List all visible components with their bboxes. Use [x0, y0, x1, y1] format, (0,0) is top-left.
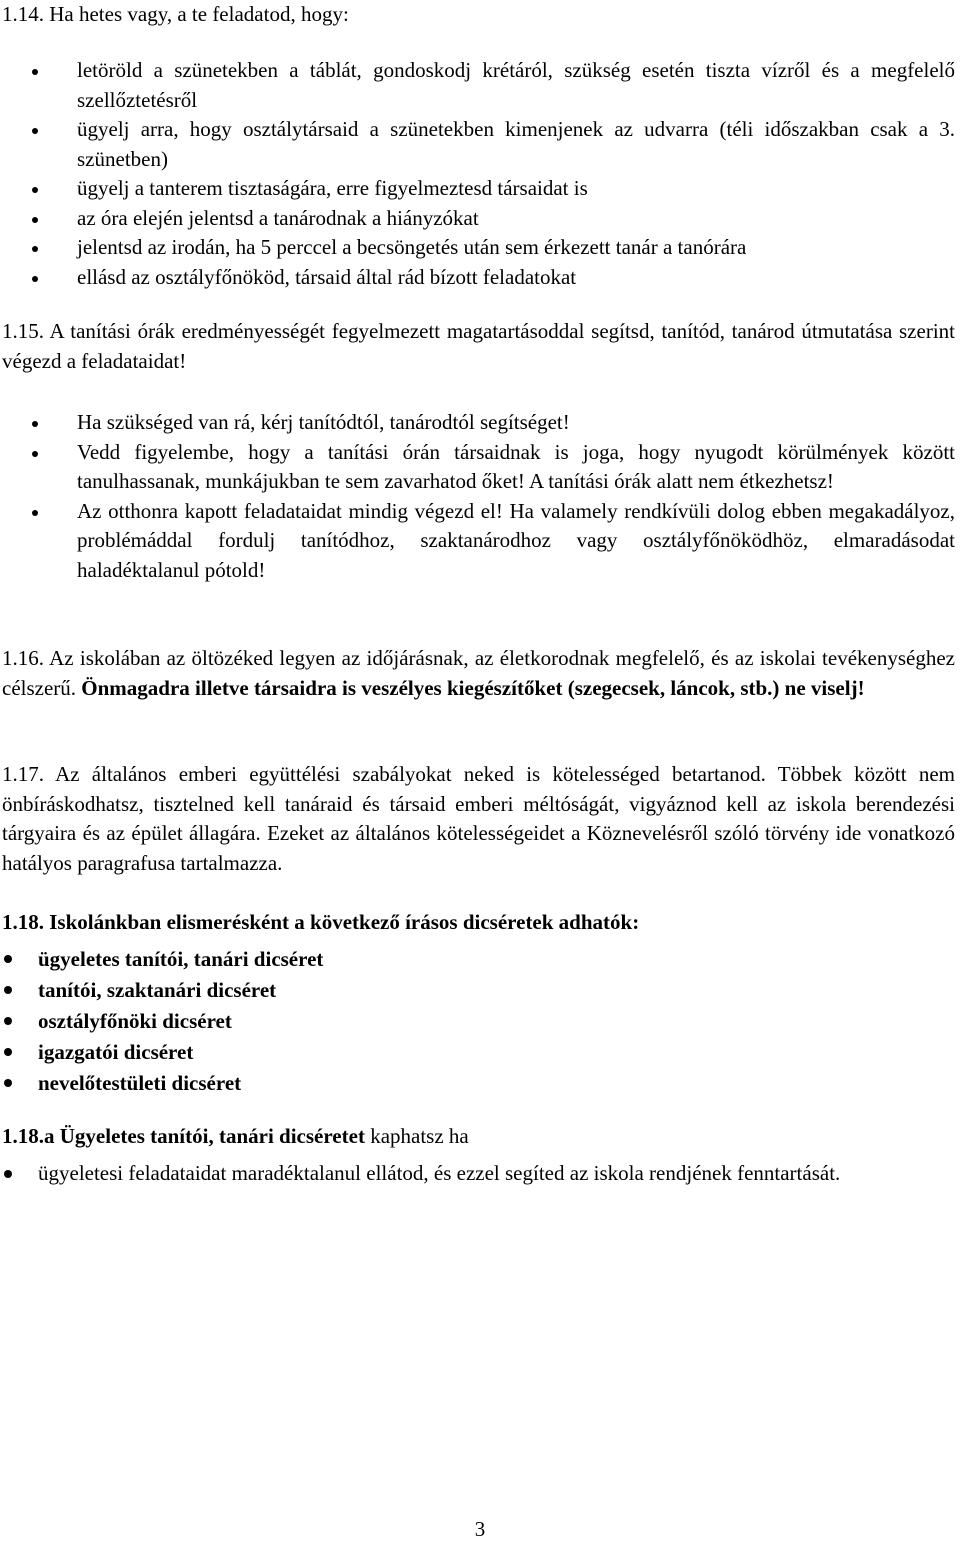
- section-1-18-heading: 1.18. Iskolánkban elismerésként a következő írásos dicséretek adhatók:: [2, 910, 640, 934]
- list-item: letöröld a szünetekben a táblát, gondoskodj krétáról, szükség esetén tiszta vízről és a megfelelő szellőztetésről: [77, 56, 955, 115]
- list-item: ügyeletesi feladataidat maradéktalanul ellátod, és ezzel segíted az iskola rendjének fenntartását.: [38, 1159, 955, 1189]
- bullet-icon: [4, 1048, 12, 1056]
- bullet-icon: [32, 69, 38, 75]
- list-item: ügyeletes tanítói, tanári dicséret: [38, 944, 955, 975]
- section-1-16-bold-text: Önmagadra illetve társaidra is veszélyes kiegészítőket (szegecsek, láncok, stb.) ne viselj!: [81, 675, 865, 700]
- bullet-icon: [4, 1079, 12, 1087]
- list-item: az óra elején jelentsd a tanárodnak a hiányzókat: [77, 204, 955, 234]
- bullet-icon: [32, 510, 38, 516]
- section-1-18a-list: [38, 1159, 955, 1189]
- section-1-14-heading: 1.14. Ha hetes vagy, a te feladatod, hogy:: [2, 2, 349, 26]
- section-1-16-text: 1.16. Az iskolában az öltözéked legyen az időjárásnak, az életkorodnak megfelelő, és az iskolai tevékenységhez célszerű.: [2, 646, 955, 700]
- bullet-icon: [32, 421, 38, 427]
- list-item: igazgatói dicséret: [38, 1037, 955, 1068]
- bullet-icon: [4, 1170, 12, 1178]
- bullet-icon: [32, 276, 38, 282]
- section-1-14-list: [77, 56, 955, 292]
- bullet-icon: [32, 128, 38, 134]
- list-item: tanítói, szaktanári dicséret: [38, 975, 955, 1006]
- list-item: ügyelj a tanterem tisztaságára, erre figyelmeztesd társaidat is: [77, 174, 955, 204]
- bullet-icon: [4, 955, 12, 963]
- list-item: osztályfőnöki dicséret: [38, 1006, 955, 1037]
- list-item: nevelőtestületi dicséret: [38, 1068, 955, 1099]
- section-1-18a-heading: [2, 1122, 469, 1152]
- section-1-15-list: [77, 408, 955, 585]
- list-item: ügyelj arra, hogy osztálytársaid a szünetekben kimenjenek az udvarra (téli időszakban csak a 3. szünetben): [77, 115, 955, 174]
- section-1-18-list: [38, 944, 955, 1099]
- list-item: Ha szükséged van rá, kérj tanítódtól, tanárodtól segítséget!: [77, 408, 955, 438]
- bullet-icon: [32, 246, 38, 252]
- bullet-icon: [32, 217, 38, 223]
- list-item: ellásd az osztályfőnököd, társaid által rád bízott feladatokat: [77, 263, 955, 293]
- page-number: 3: [474, 1517, 486, 1541]
- list-item: jelentsd az irodán, ha 5 perccel a becsöngetés után sem érkezett tanár a tanórára: [77, 233, 955, 263]
- section-1-18a-heading-rest: kaphatsz ha: [364, 1124, 469, 1148]
- bullet-icon: [32, 451, 38, 457]
- list-item: Vedd figyelembe, hogy a tanítási órán társaidnak is joga, hogy nyugodt körülmények között tanulhassanak, munkájukban te sem zavarhatod őket! A tanítási órák alatt nem étkezhetsz!: [77, 438, 955, 497]
- bullet-icon: [4, 1017, 12, 1025]
- section-1-16-paragraph: [2, 644, 955, 703]
- section-1-15-paragraph: 1.15. A tanítási órák eredményességét fegyelmezett magatartásoddal segítsd, tanítód, tanárod útmutatása szerint végezd a feladataidat!: [2, 319, 955, 373]
- bullet-icon: [32, 187, 38, 193]
- list-item: Az otthonra kapott feladataidat mindig végezd el! Ha valamely rendkívüli dolog ebben megakadályoz, problémáddal fordulj tanítódhoz, szaktanárodhoz vagy osztályfőnöködhöz, elmaradásodat haladéktalanul pótold!: [77, 497, 955, 586]
- section-1-18a-heading-bold: 1.18.a Ügyeletes tanítói, tanári dicséretet: [2, 1124, 365, 1148]
- section-1-17-paragraph: 1.17. Az általános emberi együttélési szabályokat neked is kötelességed betartanod. Többek között nem önbíráskodhatsz, tisztelned kell tanáraid és társaid emberi méltóságát, vigyáznod kell az iskola berendezési tárgyaira és az épület állagára. Ezeket az általános kötelességeidet a Köznevelésről szóló törvény ide vonatkozó hatályos paragrafusa tartalmazza.: [2, 762, 955, 875]
- bullet-icon: [4, 986, 12, 994]
